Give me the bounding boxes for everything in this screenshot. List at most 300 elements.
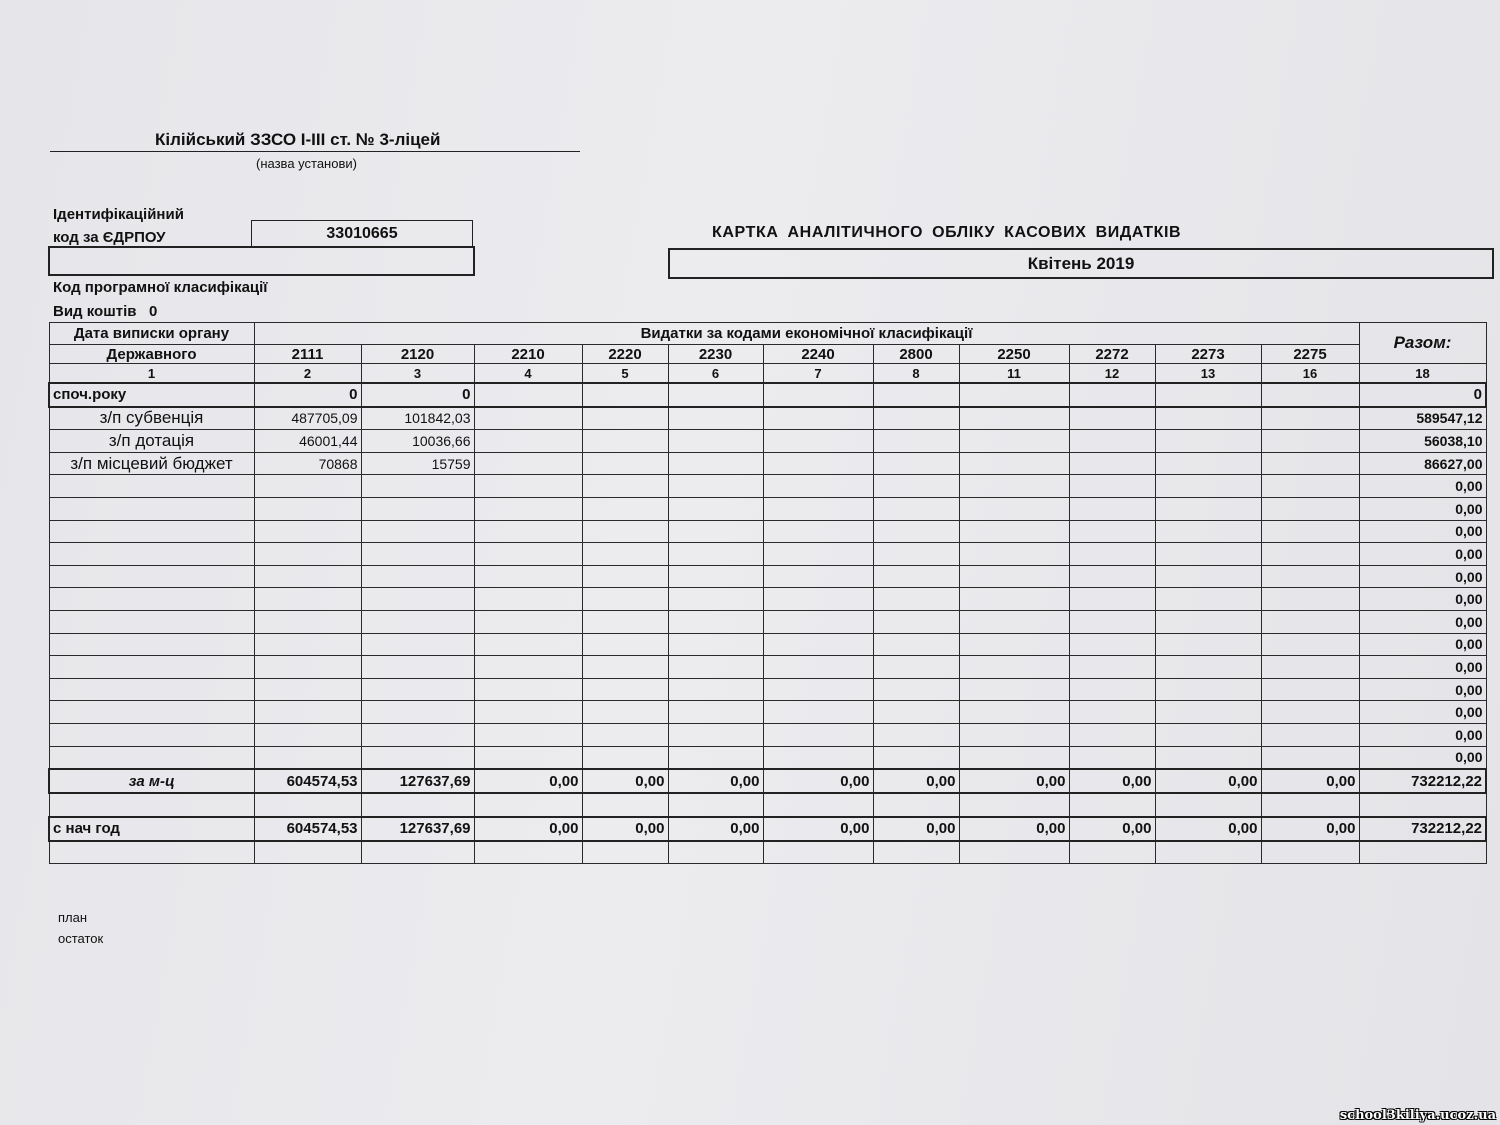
cell-2111: 70868 xyxy=(254,452,361,475)
table-row xyxy=(49,452,1486,475)
empty-cell xyxy=(668,746,763,769)
column-number: 1 xyxy=(49,364,254,384)
cell-total: 0,00 xyxy=(1359,746,1486,769)
empty-cell xyxy=(1261,430,1359,453)
empty-cell xyxy=(474,565,582,588)
column-number: 11 xyxy=(959,364,1069,384)
empty-cell xyxy=(873,565,959,588)
empty-cell xyxy=(49,588,254,611)
empty-cell xyxy=(582,430,668,453)
cell-total: 0,00 xyxy=(1359,475,1486,498)
empty-cell xyxy=(1261,520,1359,543)
empty-cell xyxy=(763,746,873,769)
spacer-row xyxy=(49,793,1486,817)
empty-cell xyxy=(254,565,361,588)
empty-cell xyxy=(1155,497,1261,520)
fund-type-value: 0 xyxy=(148,303,158,320)
row-label: с нач год xyxy=(49,817,254,841)
empty-cell xyxy=(361,723,474,746)
institution-underline xyxy=(50,151,580,152)
cell-value: 0,00 xyxy=(582,817,668,841)
empty-cell xyxy=(1155,678,1261,701)
empty-cell xyxy=(763,475,873,498)
empty-cell xyxy=(873,407,959,430)
spacer-row xyxy=(49,841,1486,864)
empty-cell xyxy=(361,633,474,656)
empty-cell xyxy=(1155,452,1261,475)
empty-cell xyxy=(254,746,361,769)
empty-cell xyxy=(1359,841,1486,864)
empty-cell xyxy=(361,588,474,611)
empty-cell xyxy=(254,520,361,543)
empty-cell xyxy=(49,746,254,769)
fund-type-label xyxy=(53,303,157,320)
cell-2120: 101842,03 xyxy=(361,407,474,430)
cell-total: 0,00 xyxy=(1359,497,1486,520)
cell-total: 0,00 xyxy=(1359,520,1486,543)
empty-cell xyxy=(959,841,1069,864)
empty-cell xyxy=(474,475,582,498)
empty-cell xyxy=(582,746,668,769)
date-header-line1: Дата виписки органу xyxy=(49,323,254,345)
empty-cell xyxy=(873,841,959,864)
empty-cell xyxy=(1155,407,1261,430)
edrpou-label xyxy=(53,203,184,249)
cell-2111: 46001,44 xyxy=(254,430,361,453)
empty-cell xyxy=(1155,430,1261,453)
cell-value: 0,00 xyxy=(1069,817,1155,841)
empty-cell xyxy=(474,383,582,407)
cell-total: 0,00 xyxy=(1359,565,1486,588)
fund-type-label-text: Вид коштів xyxy=(53,303,137,320)
empty-cell xyxy=(254,588,361,611)
empty-cell xyxy=(959,383,1069,407)
empty-cell xyxy=(1069,475,1155,498)
empty-cell xyxy=(873,543,959,566)
empty-cell xyxy=(959,430,1069,453)
empty-cell xyxy=(49,543,254,566)
empty-cell xyxy=(1069,678,1155,701)
institution-caption: (назва установи) xyxy=(256,156,357,171)
empty-cell xyxy=(254,633,361,656)
empty-cell xyxy=(474,746,582,769)
empty-cell xyxy=(1155,520,1261,543)
table-row-empty xyxy=(49,497,1486,520)
empty-cell xyxy=(1069,543,1155,566)
empty-cell xyxy=(873,678,959,701)
empty-cell xyxy=(582,793,668,817)
empty-cell xyxy=(49,497,254,520)
table-row-empty xyxy=(49,746,1486,769)
empty-cell xyxy=(254,793,361,817)
empty-cell xyxy=(1155,723,1261,746)
empty-cell xyxy=(582,497,668,520)
empty-cell xyxy=(1155,746,1261,769)
empty-cell xyxy=(254,678,361,701)
empty-cell xyxy=(1069,633,1155,656)
empty-cell xyxy=(668,588,763,611)
empty-cell xyxy=(474,543,582,566)
empty-cell xyxy=(1069,610,1155,633)
table-row-empty xyxy=(49,588,1486,611)
empty-cell xyxy=(361,656,474,679)
empty-cell xyxy=(1069,407,1155,430)
empty-cell xyxy=(1261,793,1359,817)
cell-value: 127637,69 xyxy=(361,817,474,841)
empty-cell xyxy=(763,588,873,611)
empty-cell xyxy=(959,610,1069,633)
column-number: 3 xyxy=(361,364,474,384)
empty-cell xyxy=(668,520,763,543)
empty-cell xyxy=(474,588,582,611)
empty-cell xyxy=(1261,588,1359,611)
empty-cell xyxy=(49,656,254,679)
column-number: 5 xyxy=(582,364,668,384)
empty-cell xyxy=(763,678,873,701)
empty-cell xyxy=(361,475,474,498)
empty-cell xyxy=(49,565,254,588)
cell-value: 0,00 xyxy=(668,817,763,841)
code-header-2220: 2220 xyxy=(582,345,668,364)
blank-field-box xyxy=(48,246,475,276)
empty-cell xyxy=(873,475,959,498)
cell-total: 0,00 xyxy=(1359,633,1486,656)
empty-cell xyxy=(361,610,474,633)
empty-cell xyxy=(668,793,763,817)
cell-value: 0,00 xyxy=(873,817,959,841)
empty-cell xyxy=(361,678,474,701)
empty-cell xyxy=(668,723,763,746)
empty-cell xyxy=(668,633,763,656)
cell-total: 0,00 xyxy=(1359,588,1486,611)
empty-cell xyxy=(582,678,668,701)
empty-cell xyxy=(582,588,668,611)
code-header-2120: 2120 xyxy=(361,345,474,364)
card-title: КАРТКА АНАЛІТИЧНОГО ОБЛІКУ КАСОВИХ ВИДАТКІВ xyxy=(712,224,1182,241)
empty-cell xyxy=(959,701,1069,724)
table-row-empty xyxy=(49,723,1486,746)
empty-cell xyxy=(1261,656,1359,679)
empty-cell xyxy=(668,475,763,498)
empty-cell xyxy=(1359,793,1486,817)
empty-cell xyxy=(1261,723,1359,746)
empty-cell xyxy=(1261,407,1359,430)
table-row-empty xyxy=(49,610,1486,633)
empty-cell xyxy=(873,497,959,520)
empty-cell xyxy=(959,656,1069,679)
empty-cell xyxy=(582,701,668,724)
column-number: 8 xyxy=(873,364,959,384)
empty-cell xyxy=(1069,841,1155,864)
empty-cell xyxy=(1069,723,1155,746)
empty-cell xyxy=(49,701,254,724)
code-header-2272: 2272 xyxy=(1069,345,1155,364)
edrpou-label-line2: код за ЄДРПОУ xyxy=(53,229,166,246)
column-number: 6 xyxy=(668,364,763,384)
empty-cell xyxy=(668,452,763,475)
table-row-empty xyxy=(49,701,1486,724)
table-row-empty xyxy=(49,543,1486,566)
empty-cell xyxy=(959,543,1069,566)
empty-cell xyxy=(959,452,1069,475)
empty-cell xyxy=(1261,633,1359,656)
cell-value: 0,00 xyxy=(474,817,582,841)
empty-cell xyxy=(474,701,582,724)
empty-cell xyxy=(959,520,1069,543)
empty-cell xyxy=(474,656,582,679)
empty-cell xyxy=(959,723,1069,746)
code-header-2111: 2111 xyxy=(254,345,361,364)
row-label: за м-ц xyxy=(49,769,254,793)
empty-cell xyxy=(763,430,873,453)
expenditure-table xyxy=(48,322,1487,864)
code-header-2250: 2250 xyxy=(959,345,1069,364)
program-code-label: Код програмної класифікації xyxy=(53,279,268,296)
empty-cell xyxy=(1261,701,1359,724)
cell-total: 0,00 xyxy=(1359,723,1486,746)
empty-cell xyxy=(474,723,582,746)
empty-cell xyxy=(254,497,361,520)
empty-cell xyxy=(582,656,668,679)
cell-value: 0,00 xyxy=(1155,817,1261,841)
empty-cell xyxy=(1155,383,1261,407)
empty-cell xyxy=(361,520,474,543)
empty-cell xyxy=(668,701,763,724)
empty-cell xyxy=(668,543,763,566)
empty-cell xyxy=(361,841,474,864)
empty-cell xyxy=(763,520,873,543)
empty-cell xyxy=(1261,452,1359,475)
empty-cell xyxy=(1155,656,1261,679)
table-row-empty xyxy=(49,656,1486,679)
empty-cell xyxy=(1069,793,1155,817)
empty-cell xyxy=(254,543,361,566)
total-header: Разом: xyxy=(1359,323,1486,364)
row-label: з/п місцевий бюджет xyxy=(49,452,254,475)
code-header-2240: 2240 xyxy=(763,345,873,364)
empty-cell xyxy=(254,701,361,724)
empty-cell xyxy=(474,520,582,543)
empty-cell xyxy=(361,543,474,566)
empty-cell xyxy=(49,793,254,817)
row-label: з/п дотація xyxy=(49,430,254,453)
empty-cell xyxy=(254,841,361,864)
card-period: Квітень 2019 xyxy=(668,248,1494,279)
empty-cell xyxy=(361,497,474,520)
empty-cell xyxy=(1155,565,1261,588)
empty-cell xyxy=(254,610,361,633)
edrpou-code: 33010665 xyxy=(251,220,473,247)
cell-2111: 487705,09 xyxy=(254,407,361,430)
column-number: 18 xyxy=(1359,364,1486,384)
empty-cell xyxy=(1261,383,1359,407)
empty-cell xyxy=(49,633,254,656)
cell-value: 0,00 xyxy=(873,769,959,793)
cell-value: 0,00 xyxy=(1155,769,1261,793)
cell-2111: 0 xyxy=(254,383,361,407)
empty-cell xyxy=(474,497,582,520)
ytd-total-row xyxy=(49,817,1486,841)
cell-value: 0,00 xyxy=(1069,769,1155,793)
empty-cell xyxy=(582,475,668,498)
empty-cell xyxy=(474,793,582,817)
empty-cell xyxy=(254,475,361,498)
cell-total: 0,00 xyxy=(1359,701,1486,724)
row-label: споч.року xyxy=(49,383,254,407)
empty-cell xyxy=(1069,701,1155,724)
empty-cell xyxy=(582,452,668,475)
code-header-2800: 2800 xyxy=(873,345,959,364)
cell-total: 0,00 xyxy=(1359,543,1486,566)
empty-cell xyxy=(763,633,873,656)
watermark: school3kiliya.ucoz.ua xyxy=(1339,1108,1496,1123)
empty-cell xyxy=(668,497,763,520)
empty-cell xyxy=(668,610,763,633)
empty-cell xyxy=(1155,633,1261,656)
empty-cell xyxy=(763,497,873,520)
cell-value: 127637,69 xyxy=(361,769,474,793)
empty-cell xyxy=(49,610,254,633)
empty-cell xyxy=(763,565,873,588)
code-header-2275: 2275 xyxy=(1261,345,1359,364)
cell-total: 0,00 xyxy=(1359,678,1486,701)
empty-cell xyxy=(361,746,474,769)
empty-cell xyxy=(474,407,582,430)
footer-plan-label: план xyxy=(58,910,88,925)
empty-cell xyxy=(1155,793,1261,817)
code-header-2230: 2230 xyxy=(668,345,763,364)
empty-cell xyxy=(873,633,959,656)
empty-cell xyxy=(474,452,582,475)
empty-cell xyxy=(763,656,873,679)
cell-value: 0,00 xyxy=(959,817,1069,841)
empty-cell xyxy=(361,701,474,724)
empty-cell xyxy=(668,430,763,453)
date-header-line2: Державного xyxy=(49,345,254,364)
empty-cell xyxy=(361,793,474,817)
empty-cell xyxy=(1261,543,1359,566)
empty-cell xyxy=(873,723,959,746)
empty-cell xyxy=(1069,452,1155,475)
empty-cell xyxy=(668,383,763,407)
cell-value: 0,00 xyxy=(582,769,668,793)
empty-cell xyxy=(1261,610,1359,633)
cell-total: 0 xyxy=(1359,383,1486,407)
table-row-empty xyxy=(49,565,1486,588)
cell-value: 0,00 xyxy=(474,769,582,793)
row-label: з/п субвенція xyxy=(49,407,254,430)
empty-cell xyxy=(1261,841,1359,864)
empty-cell xyxy=(959,746,1069,769)
column-number: 2 xyxy=(254,364,361,384)
cell-value: 0,00 xyxy=(959,769,1069,793)
empty-cell xyxy=(1261,565,1359,588)
empty-cell xyxy=(959,633,1069,656)
empty-cell xyxy=(959,565,1069,588)
footer-remainder-label: остаток xyxy=(58,931,104,946)
cell-total: 0,00 xyxy=(1359,656,1486,679)
empty-cell xyxy=(1155,701,1261,724)
empty-cell xyxy=(873,588,959,611)
table-row xyxy=(49,430,1486,453)
empty-cell xyxy=(474,678,582,701)
empty-cell xyxy=(49,723,254,746)
empty-cell xyxy=(1069,565,1155,588)
empty-cell xyxy=(959,793,1069,817)
empty-cell xyxy=(582,610,668,633)
empty-cell xyxy=(763,543,873,566)
empty-cell xyxy=(582,633,668,656)
empty-cell xyxy=(873,520,959,543)
empty-cell xyxy=(763,383,873,407)
empty-cell xyxy=(668,678,763,701)
edrpou-label-line1: Ідентифікаційний xyxy=(53,206,184,223)
cell-value: 604574,53 xyxy=(254,769,361,793)
institution-name: Кілійський ЗЗСО І-ІІІ ст. № 3-ліцей xyxy=(155,130,441,149)
table-row-empty xyxy=(49,633,1486,656)
cell-2120: 0 xyxy=(361,383,474,407)
empty-cell xyxy=(668,565,763,588)
empty-cell xyxy=(254,723,361,746)
empty-cell xyxy=(254,656,361,679)
empty-cell xyxy=(873,701,959,724)
table-row-empty xyxy=(49,678,1486,701)
column-number: 7 xyxy=(763,364,873,384)
code-header-2273: 2273 xyxy=(1155,345,1261,364)
empty-cell xyxy=(763,793,873,817)
cell-2120: 15759 xyxy=(361,452,474,475)
empty-cell xyxy=(763,610,873,633)
empty-cell xyxy=(873,383,959,407)
empty-cell xyxy=(1261,746,1359,769)
empty-cell xyxy=(1155,588,1261,611)
month-total-row xyxy=(49,769,1486,793)
cell-total: 56038,10 xyxy=(1359,430,1486,453)
empty-cell xyxy=(474,430,582,453)
empty-cell xyxy=(582,841,668,864)
empty-cell xyxy=(1261,678,1359,701)
empty-cell xyxy=(873,610,959,633)
empty-cell xyxy=(1155,543,1261,566)
empty-cell xyxy=(1069,588,1155,611)
empty-cell xyxy=(959,588,1069,611)
empty-cell xyxy=(1069,383,1155,407)
empty-cell xyxy=(873,793,959,817)
empty-cell xyxy=(668,841,763,864)
empty-cell xyxy=(873,746,959,769)
empty-cell xyxy=(49,841,254,864)
empty-cell xyxy=(1155,610,1261,633)
cell-value: 0,00 xyxy=(763,817,873,841)
empty-cell xyxy=(1069,746,1155,769)
empty-cell xyxy=(1069,430,1155,453)
cell-2120: 10036,66 xyxy=(361,430,474,453)
empty-cell xyxy=(49,520,254,543)
table-row xyxy=(49,407,1486,430)
cell-value: 0,00 xyxy=(1261,769,1359,793)
empty-cell xyxy=(1261,497,1359,520)
cell-value: 0,00 xyxy=(763,769,873,793)
cell-total: 86627,00 xyxy=(1359,452,1486,475)
empty-cell xyxy=(474,610,582,633)
empty-cell xyxy=(763,841,873,864)
empty-cell xyxy=(959,678,1069,701)
empty-cell xyxy=(873,452,959,475)
cell-value: 604574,53 xyxy=(254,817,361,841)
empty-cell xyxy=(1069,520,1155,543)
empty-cell xyxy=(873,430,959,453)
column-number: 13 xyxy=(1155,364,1261,384)
